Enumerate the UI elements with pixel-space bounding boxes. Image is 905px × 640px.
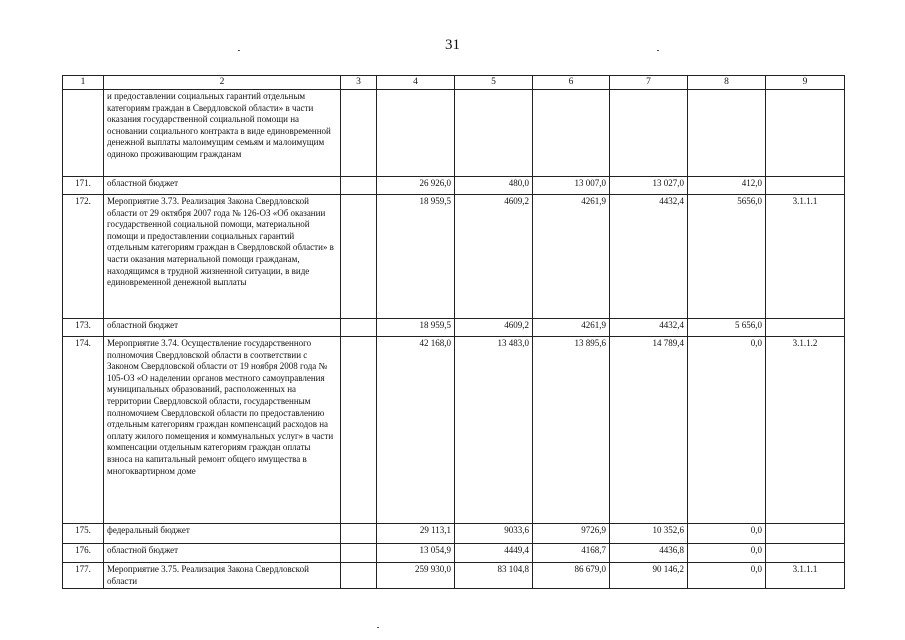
table-cell: 4261,9 [533,319,610,337]
table-cell [341,337,377,524]
table-cell: 10 352,6 [610,524,688,544]
table-cell [688,90,766,177]
table-cell [766,177,845,195]
scan-speck [657,50,659,51]
row-description: областной бюджет [104,177,341,195]
table-row [63,524,845,544]
row-description: и предоставлении социальных гарантий отдельным категориям граждан в Свердловской области» в части оказания государственной социальной помощи на основании социального контракта в виде единовременной денежной выплаты малоимущим семьям и малоимущим одиноко проживающим гражданам [104,90,341,177]
header-row [63,76,845,90]
table-cell [341,544,377,563]
header-cell: 2 [104,76,341,90]
table-cell [341,195,377,319]
header-cell: 4 [377,76,455,90]
table-cell: 480,0 [455,177,533,195]
row-description: областной бюджет [104,319,341,337]
table-cell: 0,0 [688,563,766,589]
budget-table [62,75,845,589]
table-cell [766,524,845,544]
table-cell: 13 483,0 [455,337,533,524]
table-cell [341,90,377,177]
table-cell: 259 930,0 [377,563,455,589]
table-cell: 0,0 [688,544,766,563]
row-description: областной бюджет [104,544,341,563]
row-number: 172. [63,195,104,319]
table-cell: 4168,7 [533,544,610,563]
header-cell: 5 [455,76,533,90]
table-cell: 4261,9 [533,195,610,319]
row-number: 173. [63,319,104,337]
table-cell: 83 104,8 [455,563,533,589]
table-cell [455,90,533,177]
table-row [63,90,845,177]
table-cell [766,90,845,177]
row-description: Мероприятие 3.74. Осуществление государственного полномочия Свердловской области в соответствии с Законом Свердловской области от 19 ноября 2008 года № 105-ОЗ «О наделении органов местного самоуправления муниципальных образований, расположенных на территории Свердловской области, государственным полномочием Свердловской области по предоставлению отдельным категориям граждан компенсаций расходов на оплату жилого помещения и коммунальных услуг» в части компенсации отдельным категориям граждан оплаты взноса на капитальный ремонт общего имущества в многоквартирном доме [104,337,341,524]
table-cell: 4436,8 [610,544,688,563]
table-cell: 3.1.1.1 [766,563,845,589]
table-cell [610,90,688,177]
table-cell: 13 895,6 [533,337,610,524]
table-cell: 5656,0 [688,195,766,319]
scan-speck [238,50,240,51]
row-number: 177. [63,563,104,589]
table-cell [377,90,455,177]
row-description: Мероприятие 3.73. Реализация Закона Свердловской области от 29 октября 2007 года № 126-ОЗ «Об оказании государственной социальной помощи, материальной помощи и предоставлении социальных гарантий отдельным категориям граждан в Свердловской области» в части оказания материальной помощи гражданам, находящимся в трудной жизненной ситуации, в виде единовременной денежной выплаты [104,195,341,319]
table-cell: 3.1.1.2 [766,337,845,524]
table-cell: 18 959,5 [377,195,455,319]
table-cell [533,90,610,177]
table-cell: 412,0 [688,177,766,195]
table-cell [341,524,377,544]
row-number: 176. [63,544,104,563]
table-cell: 5 656,0 [688,319,766,337]
table-cell [341,319,377,337]
table-cell: 86 679,0 [533,563,610,589]
table-cell: 4432,4 [610,195,688,319]
table-cell: 18 959,5 [377,319,455,337]
header-cell: 8 [688,76,766,90]
table-row [63,544,845,563]
table-cell: 13 054,9 [377,544,455,563]
table-cell: 29 113,1 [377,524,455,544]
table-cell: 4609,2 [455,195,533,319]
header-cell: 3 [341,76,377,90]
row-description: федеральный бюджет [104,524,341,544]
table-row [63,319,845,337]
table-cell [766,319,845,337]
table-cell: 4432,4 [610,319,688,337]
table-row [63,195,845,319]
table-cell: 90 146,2 [610,563,688,589]
table-cell: 13 027,0 [610,177,688,195]
row-number: 171. [63,177,104,195]
table-cell: 26 926,0 [377,177,455,195]
table-cell: 14 789,4 [610,337,688,524]
table-cell: 0,0 [688,524,766,544]
header-cell: 9 [766,76,845,90]
row-description: Мероприятие 3.75. Реализация Закона Свердловской области [104,563,341,589]
row-number [63,90,104,177]
table-cell [341,563,377,589]
table-cell: 42 168,0 [377,337,455,524]
header-cell: 6 [533,76,610,90]
table-cell [766,544,845,563]
header-cell: 7 [610,76,688,90]
row-number: 174. [63,337,104,524]
header-cell: 1 [63,76,104,90]
scan-speck [377,627,379,628]
table-row [63,337,845,524]
table-cell: 4449,4 [455,544,533,563]
table-row [63,563,845,589]
table-row [63,177,845,195]
table-cell: 4609,2 [455,319,533,337]
row-number: 175. [63,524,104,544]
table-cell: 9726,9 [533,524,610,544]
table-cell: 0,0 [688,337,766,524]
table-cell: 3.1.1.1 [766,195,845,319]
table-cell: 9033,6 [455,524,533,544]
table-cell [341,177,377,195]
table-cell: 13 007,0 [533,177,610,195]
page-number: 31 [445,37,460,53]
